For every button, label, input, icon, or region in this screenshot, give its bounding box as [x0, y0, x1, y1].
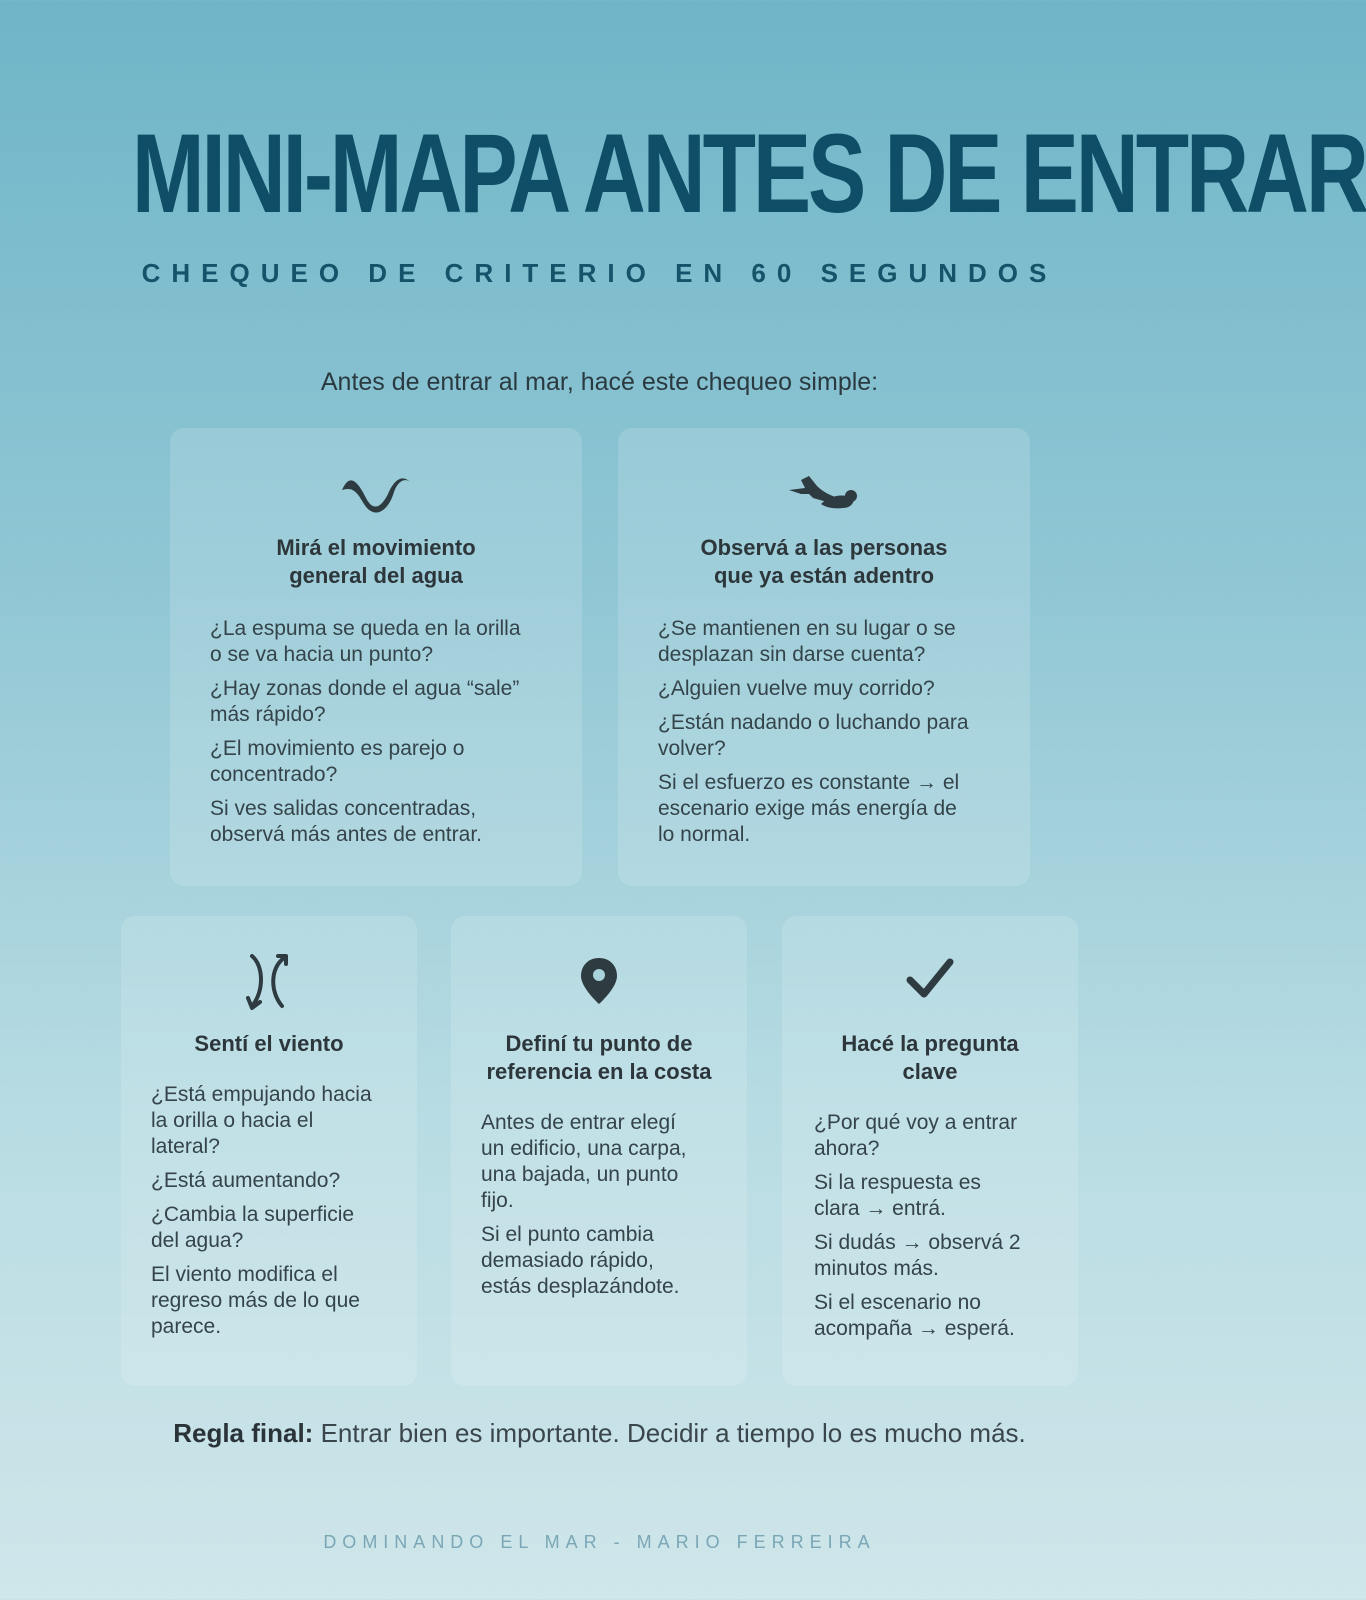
card-observe-people [618, 428, 1030, 886]
card-line: Si la respuesta es clara → entrá. [814, 1171, 981, 1220]
card-line: El viento modifica el regreso más de lo que parece. [151, 1263, 360, 1338]
card-line: ¿El movimiento es parejo o concentrado? [210, 737, 465, 786]
checkmark-icon [782, 956, 1078, 1002]
card-title: Sentí el viento [194, 1031, 344, 1056]
card-water-movement [170, 428, 582, 886]
wind-icon [121, 952, 417, 1012]
final-rule [0, 1418, 1199, 1449]
wave-icon [170, 464, 582, 520]
card-question-list [658, 616, 1008, 856]
card-title: Hacé la pregunta clave [841, 1031, 1019, 1084]
card-line: ¿Están nadando o luchando para volver? [658, 711, 969, 760]
card-key-question [782, 916, 1078, 1386]
final-rule-text: Entrar bien es importante. Decidir a tiempo lo es mucho más. [313, 1418, 1026, 1448]
card-line: ¿Está aumentando? [151, 1169, 341, 1192]
card-line: Antes de entrar elegí un edificio, una carpa, una bajada, un punto fijo. [481, 1111, 687, 1212]
map-pin-icon [451, 956, 747, 1006]
footer-credit: DOMINANDO EL MAR - MARIO FERREIRA [323, 1532, 876, 1552]
card-line: ¿Por qué voy a entrar ahora? [814, 1111, 1018, 1160]
card-question-list [210, 616, 560, 856]
card-title: Definí tu punto de referencia en la costa [486, 1031, 712, 1084]
card-line: Si el escenario no acompaña → esperá. [814, 1291, 1015, 1340]
swimmer-icon [618, 472, 1030, 512]
card-title: Mirá el movimiento general del agua [276, 535, 476, 588]
final-rule-label: Regla final: [173, 1418, 314, 1448]
page-title: MINI-MAPA ANTES DE ENTRAR [131, 111, 1366, 236]
card-line: ¿La espuma se queda en la orilla o se va hacia un punto? [210, 617, 521, 666]
card-line: ¿Hay zonas donde el agua “sale” más rápido? [210, 677, 520, 726]
card-line: ¿Está empujando hacia la orilla o hacia el lateral? [151, 1083, 372, 1158]
card-line: Si el punto cambia demasiado rápido, estás desplazándote. [481, 1223, 680, 1298]
card-question-list [151, 1082, 401, 1348]
card-question-list [481, 1110, 731, 1308]
card-line: ¿Se mantienen en su lugar o se desplazan sin darse cuenta? [658, 617, 956, 666]
card-reference-point [451, 916, 747, 1386]
card-line: ¿Cambia la superficie del agua? [151, 1203, 355, 1252]
card-line: Si ves salidas concentradas, observá más antes de entrar. [210, 797, 482, 846]
intro-text: Antes de entrar al mar, hacé este chequeo simple: [320, 368, 879, 396]
page-subtitle: CHEQUEO DE CRITERIO EN 60 SEGUNDOS [141, 258, 1058, 288]
card-line: ¿Alguien vuelve muy corrido? [658, 677, 935, 700]
card-line: Si dudás → observá 2 minutos más. [814, 1231, 1021, 1280]
card-question-list [814, 1110, 1064, 1350]
card-line: Si el esfuerzo es constante → el escenario exige más energía de lo normal. [658, 771, 960, 846]
card-wind [121, 916, 417, 1386]
card-title: Observá a las personas que ya están adentro [700, 535, 948, 588]
